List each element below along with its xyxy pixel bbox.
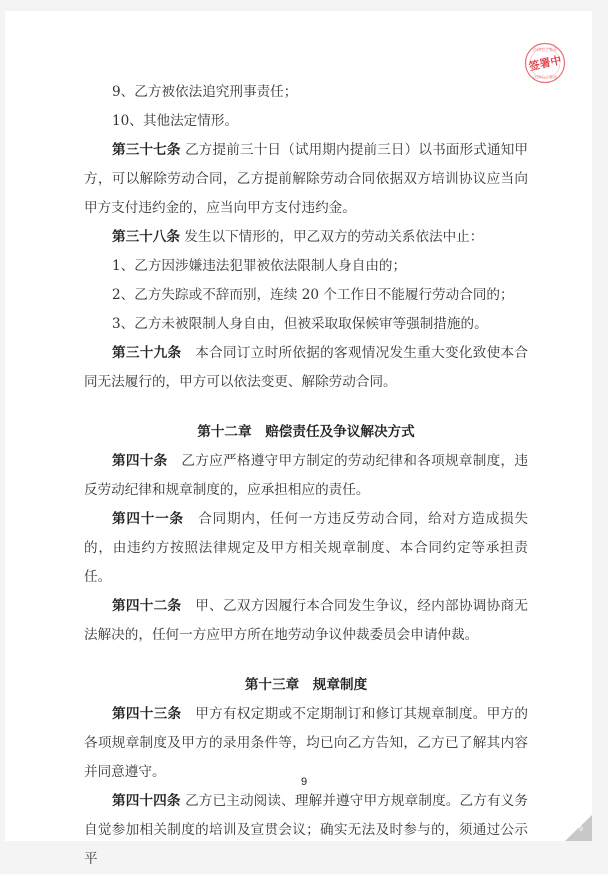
article-label: 第三十八条	[112, 229, 180, 245]
corner-page-badge: 9	[579, 826, 583, 833]
article-label: 第三十九条	[112, 345, 182, 361]
svg-text:法律电子签章: 法律电子签章	[533, 47, 557, 52]
list-item: 9、乙方被依法追究刑事责任；	[112, 84, 298, 100]
article-paragraph	[84, 223, 528, 252]
chapter-heading: 第十二章 赔偿责任及争议解决方式	[197, 424, 415, 440]
article-text: 乙方提前三十日（试用期内提前三日）以书面形式通知甲方，可以解除劳动合同，乙方提前解除劳动合同依据双方培训协议应当向甲方支付违约金的，应当向甲方支付违约金。	[84, 142, 529, 216]
list-item: 2、乙方失踪或不辞而别，连续 20 个工作日不能履行劳动合同的；	[112, 287, 514, 303]
article-text: 乙方应严格遵守甲方制定的劳动纪律和各项规章制度，违反劳动纪律和规章制度的，应承担相应的责任。	[84, 453, 529, 498]
article-label: 第四十四条	[112, 793, 181, 809]
list-item: 3、乙方未被限制人身自由，但被采取取保候审等强制措施的。	[112, 316, 488, 332]
article-label: 第三十七条	[112, 142, 181, 158]
article-paragraph	[84, 136, 528, 223]
article-text: 甲方有权定期或不定期制订和修订其规章制度。甲方的各项规章制度及甲方的录用条件等，均已向乙方告知，乙方已了解其内容并同意遵守。	[84, 706, 529, 780]
article-paragraph	[84, 592, 528, 650]
article-label: 第四十三条	[112, 706, 182, 722]
page-number: 9	[300, 776, 308, 788]
list-item: 10、其他法定情形。	[112, 113, 239, 129]
chapter-heading: 第十三章 规章制度	[244, 677, 368, 693]
svg-text:签署中: 签署中	[527, 53, 563, 74]
list-item: 1、乙方因涉嫌违法犯罪被依法限制人身自由的；	[112, 258, 407, 274]
article-text: 甲、乙双方因履行本合同发生争议，经内部协调协商无法解决的，任何一方应甲方所在地劳动争议仲裁委员会申请仲裁。	[84, 598, 529, 643]
svg-text:法律电子签章: 法律电子签章	[533, 74, 557, 80]
article-paragraph	[84, 339, 528, 397]
article-text: 乙方已主动阅读、理解并遵守甲方规章制度。乙方有义务自觉参加相关制度的培训及宣贯会议；确实无法及时参与的，须通过公示平	[84, 793, 529, 867]
article-paragraph	[84, 447, 528, 505]
document-body	[84, 78, 528, 874]
article-paragraph	[84, 505, 528, 592]
article-text: 发生以下情形的，甲乙双方的劳动关系依法中止：	[179, 229, 484, 245]
article-label: 第四十二条	[112, 598, 182, 614]
article-label: 第四十一条	[112, 511, 184, 527]
article-label: 第四十条	[112, 453, 168, 469]
article-text: 合同期内，任何一方违反劳动合同，给对方造成损失的，由违约方按照法律规定及甲方相关规章制度、本合同约定等承担责任。	[84, 511, 528, 585]
article-text: 本合同订立时所依据的客观情况发生重大变化致使本合同无法履行的，甲方可以依法变更、解除劳动合同。	[84, 345, 529, 390]
article-paragraph	[84, 787, 528, 874]
article-paragraph	[84, 700, 528, 787]
